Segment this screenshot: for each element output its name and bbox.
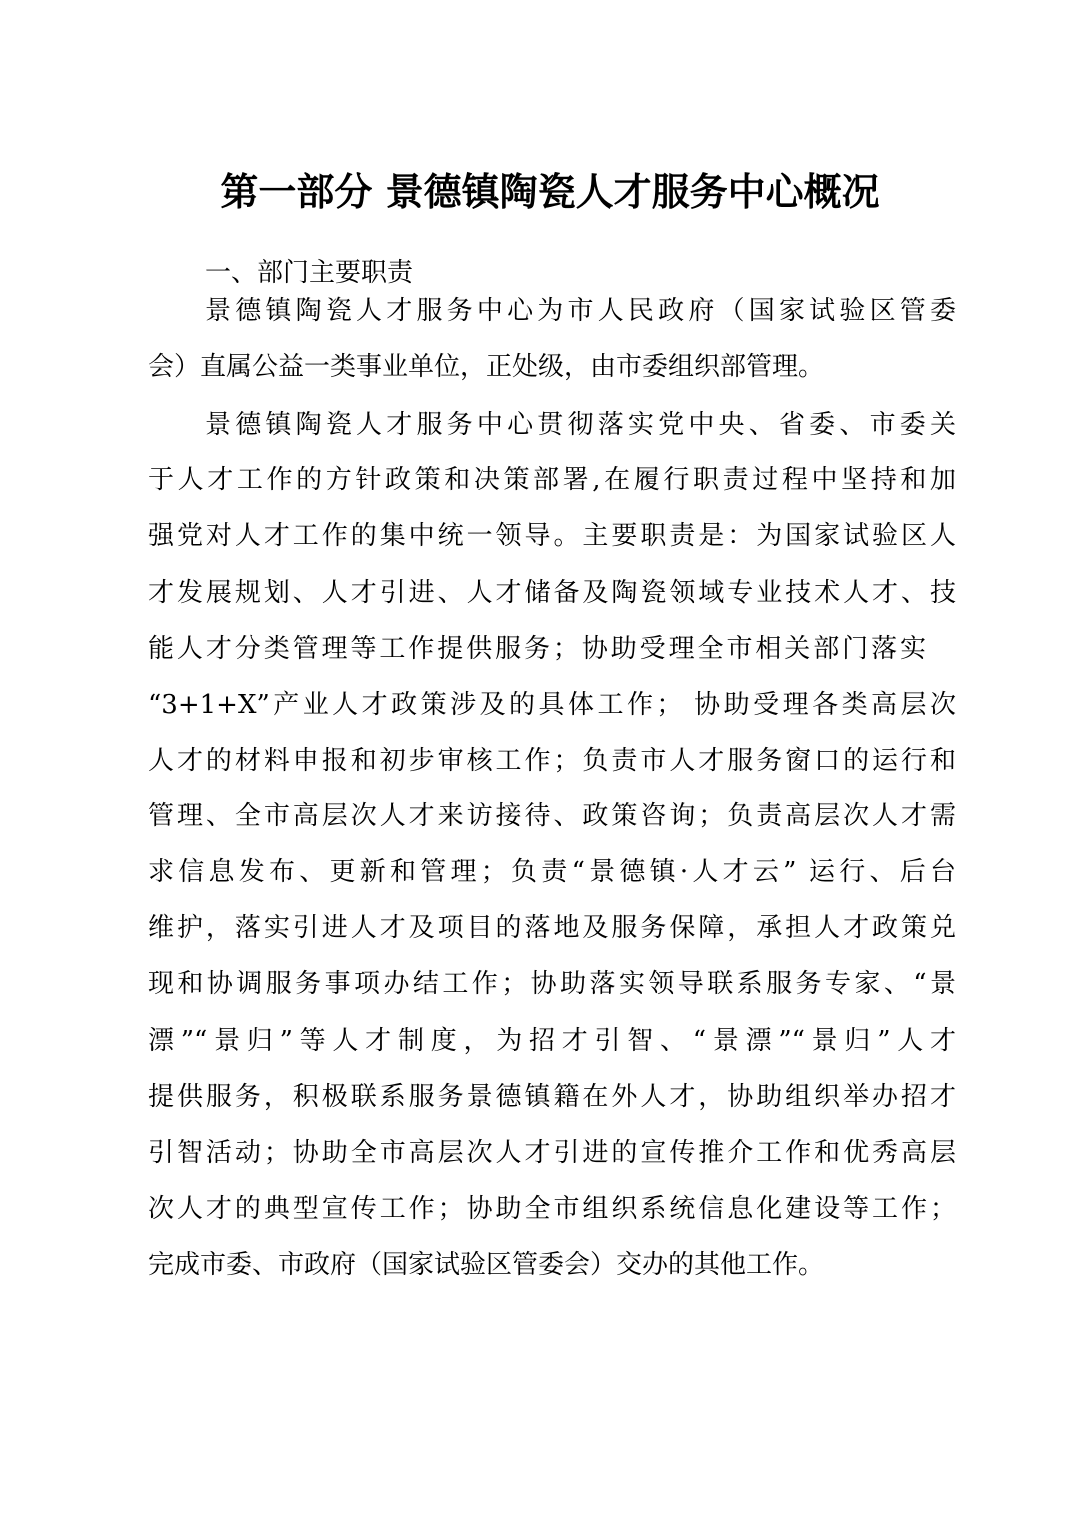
paragraph-line: 能人才分类管理等工作提供服务；协助受理全市相关部门落实 xyxy=(148,634,926,664)
paragraph-line: 漂”“景归”等人才制度，为招才引智、“景漂”“景归”人才 xyxy=(148,1026,956,1056)
section-heading: 一、部门主要职责 xyxy=(205,258,414,288)
paragraph-line: 引智活动；协助全市高层次人才引进的宣传推介工作和优秀高层 xyxy=(148,1138,956,1168)
page-title: 第一部分 景德镇陶瓷人才服务中心概况 xyxy=(220,170,880,214)
paragraph-line: 于人才工作的方针政策和决策部署,在履行职责过程中坚持和加 xyxy=(148,465,956,495)
paragraph-line: 现和协调服务事项办结工作；协助落实领导联系服务专家、“景 xyxy=(148,969,956,999)
paragraph-line: 会）直属公益一类事业单位，正处级，由市委组织部管理。 xyxy=(148,352,825,382)
paragraph-line: 强党对人才工作的集中统一领导。主要职责是：为国家试验区人 xyxy=(148,521,956,551)
paragraph-line: 完成市委、市政府（国家试验区管委会）交办的其他工作。 xyxy=(148,1250,825,1280)
paragraph-line: 才发展规划、人才引进、人才储备及陶瓷领域专业技术人才、技 xyxy=(148,578,956,608)
paragraph-line: 景德镇陶瓷人才服务中心贯彻落实党中央、省委、市委关 xyxy=(205,410,956,440)
paragraph-line: 次人才的典型宣传工作；协助全市组织系统信息化建设等工作； xyxy=(148,1194,956,1224)
paragraph-line: 管理、全市高层次人才来访接待、政策咨询；负责高层次人才需 xyxy=(148,801,956,831)
paragraph-line: “3+1+X”产业人才政策涉及的具体工作； 协助受理各类高层次 xyxy=(148,690,956,720)
paragraph-line: 人才的材料申报和初步审核工作；负责市人才服务窗口的运行和 xyxy=(148,746,956,776)
paragraph-line: 提供服务，积极联系服务景德镇籍在外人才，协助组织举办招才 xyxy=(148,1082,956,1112)
paragraph-line: 维护，落实引进人才及项目的落地及服务保障，承担人才政策兑 xyxy=(148,913,956,943)
paragraph-line: 求信息发布、更新和管理；负责“景德镇·人才云” 运行、后台 xyxy=(148,857,956,887)
paragraph-line: 景德镇陶瓷人才服务中心为市人民政府（国家试验区管委 xyxy=(205,296,956,326)
